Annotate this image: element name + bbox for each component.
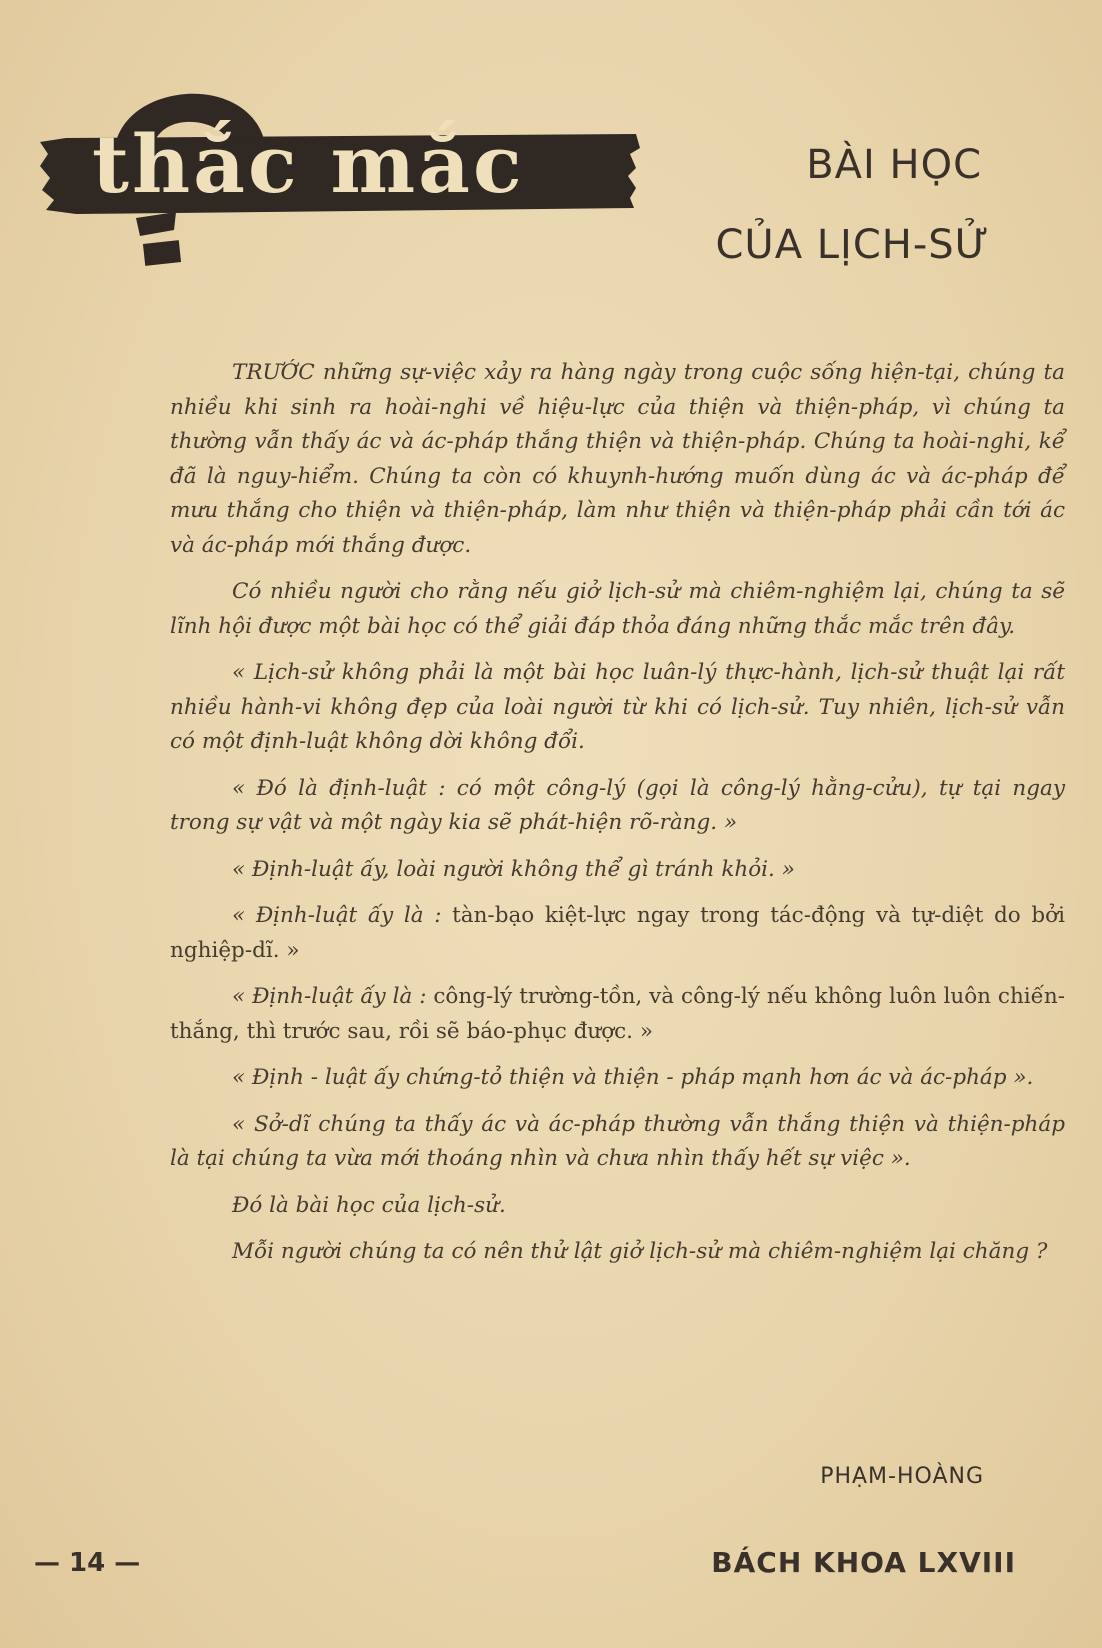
paragraph-7-rest: công-lý trường-tồn, và công-lý nếu không luôn luôn chiến-thắng, thì trước sau, rồi sẽ báo-phục được. » xyxy=(170,984,1066,1044)
paragraph-6 xyxy=(170,899,1065,968)
article-title-line1: BÀI HỌC xyxy=(806,142,982,188)
paragraph-3: « Lịch-sử không phải là một bài học luân-lý thực-hành, lịch-sử thuật lại rất nhiều hành-vi không đẹp của loài người từ khi có lịch-sử. Tuy nhiên, lịch-sử vẫn có một định-luật không dời không đổi. xyxy=(170,660,1065,754)
paragraph-2: Có nhiều người cho rằng nếu giở lịch-sử mà chiêm-nghiệm lại, chúng ta sẽ lĩnh hội được một bài học có thể giải đáp thỏa đáng những thắc mắc trên đây. xyxy=(170,579,1065,639)
author-signature: PHẠM-HOÀNG xyxy=(820,1464,984,1489)
magazine-issue: BÁCH KHOA LXVIII xyxy=(711,1546,1016,1579)
page-number: — 14 — xyxy=(34,1548,141,1578)
column-logo xyxy=(36,80,676,290)
article-title-line2: CỦA LỊCH-SỬ xyxy=(715,222,990,268)
paragraph-9: « Sở-dĩ chúng ta thấy ác và ác-pháp thường vẫn thắng thiện và thiện-pháp là tại chúng ta vừa mới thoáng nhìn và chưa nhìn thấy hết sự việc ». xyxy=(170,1111,1065,1171)
paragraph-4: « Đó là định-luật : có một công-lý (gọi là công-lý hằng-cửu), tự tại ngay trong sự vật và một ngày kia sẽ phát-hiện rõ-ràng. » xyxy=(170,775,1065,835)
paragraph-8: « Định - luật ấy chứng-tỏ thiện và thiện - pháp mạnh hơn ác và ác-pháp ». xyxy=(232,1065,1034,1090)
paragraph-7-lead: « Định-luật ấy là : xyxy=(232,984,427,1009)
paragraph-5: « Định-luật ấy, loài người không thể gì tránh khỏi. » xyxy=(232,856,795,882)
paragraph-6-lead: « Định-luật ấy là : xyxy=(232,903,442,928)
logo-text: thắc mắc xyxy=(92,117,525,211)
paragraph-7 xyxy=(170,980,1065,1049)
paragraph-10: Đó là bài học của lịch-sử. xyxy=(232,1192,506,1218)
article-body xyxy=(170,356,1065,1282)
paragraph-6-rest: tàn-bạo kiệt-lực ngay trong tác-động và tự-diệt do bởi nghiệp-dĩ. » xyxy=(170,903,1065,963)
paragraph-11: Mỗi người chúng ta có nên thử lật giở lịch-sử mà chiêm-nghiệm lại chăng ? xyxy=(232,1239,1048,1264)
paragraph-1: TRƯỚC những sự-việc xảy ra hàng ngày trong cuộc sống hiện-tại, chúng ta nhiều khi sinh ra hoài-nghi về hiệu-lực của thiện và thiện-pháp, vì chúng ta thường vẫn thấy ác và ác-pháp thắng thiện và thiện-pháp. Chúng ta hoài-nghi, kể đã là nguy-hiểm. Chúng ta còn có khuynh-hướng muốn dùng ác và ác-pháp để mưu thắng cho thiện và thiện-pháp, làm như thiện và thiện-pháp phải cần tới ác và ác-pháp mới thắng được. xyxy=(170,360,1065,558)
